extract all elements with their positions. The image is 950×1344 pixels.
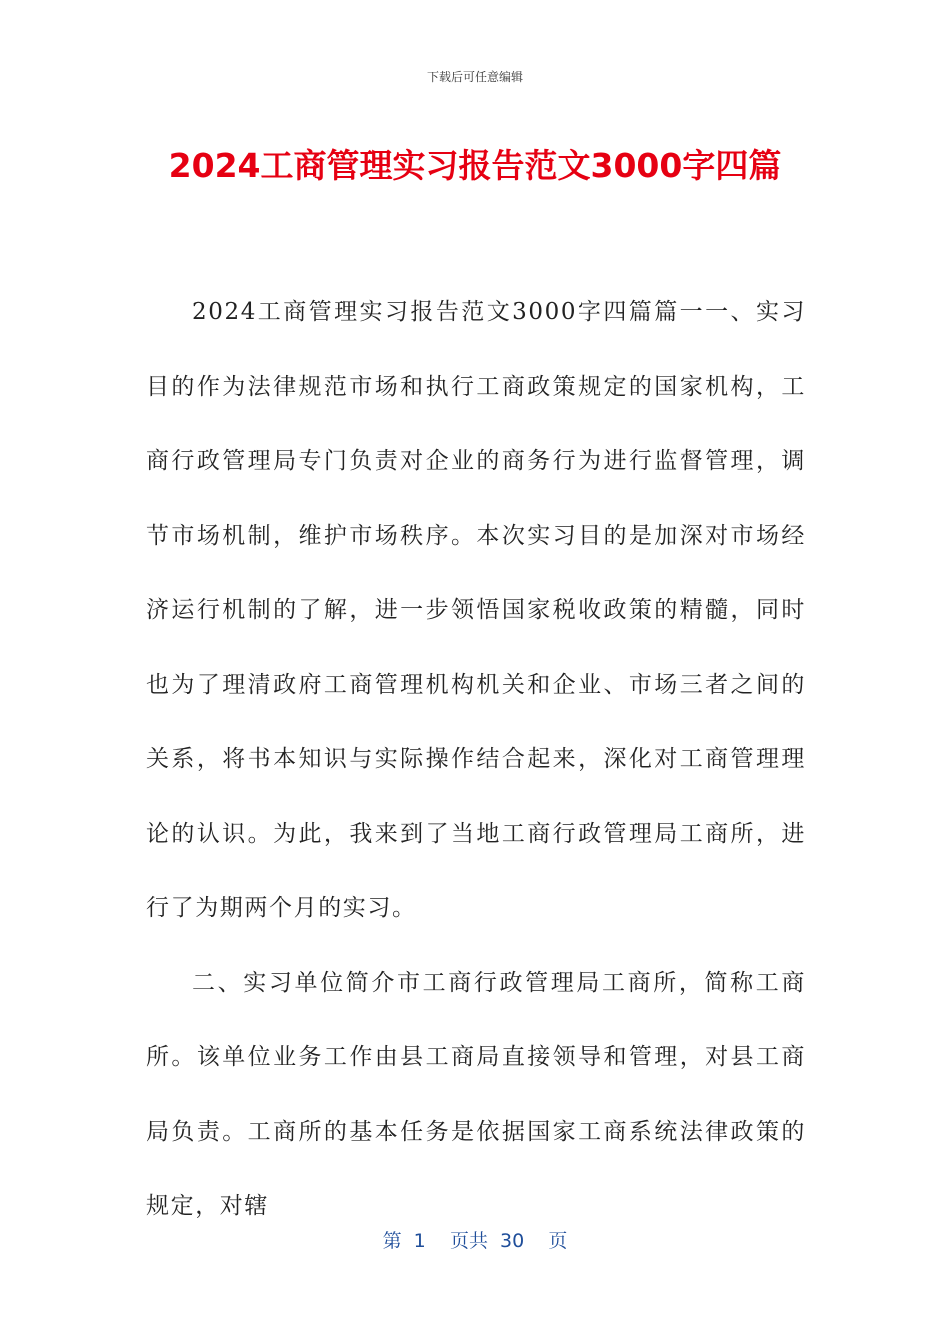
paragraph-1: 2024工商管理实习报告范文3000字四篇篇一一、实习目的作为法律规范市场和执行工商政策规定的国家机构，工商行政管理局专门负责对企业的商务行为进行监督管理，调节市场机制，维护市场秩序。本次实习目的是加深对市场经济运行机制的了解，进一步领悟国家税收政策的精髓，同时也为了理清政府工商管理机构机关和企业、市场三者之间的关系，将书本知识与实际操作结合起来，深化对工商管理理论的认识。为此，我来到了当地工商行政管理局工商所，进行了为期两个月的实习。: [146, 299, 806, 921]
footer-middle: 页共: [449, 1230, 488, 1252]
footer-total-pages: 30: [500, 1230, 525, 1252]
footer-suffix: 页: [548, 1230, 568, 1252]
paragraph-2: 二、实习单位简介市工商行政管理局工商所，简称工商所。该单位业务工作由县工商局直接领导和管理，对县工商局负责。工商所的基本任务是依据国家工商系统法律政策的规定，对辖: [146, 969, 806, 1219]
document-body: [146, 275, 806, 1244]
page-footer: [0, 1226, 950, 1253]
header-note: 下载后可任意编辑: [426, 70, 523, 84]
document-title: 2024工商管理实习报告范文3000字四篇: [168, 146, 782, 185]
footer-prefix: 第: [382, 1230, 402, 1252]
footer-page-number: 1: [413, 1230, 426, 1252]
